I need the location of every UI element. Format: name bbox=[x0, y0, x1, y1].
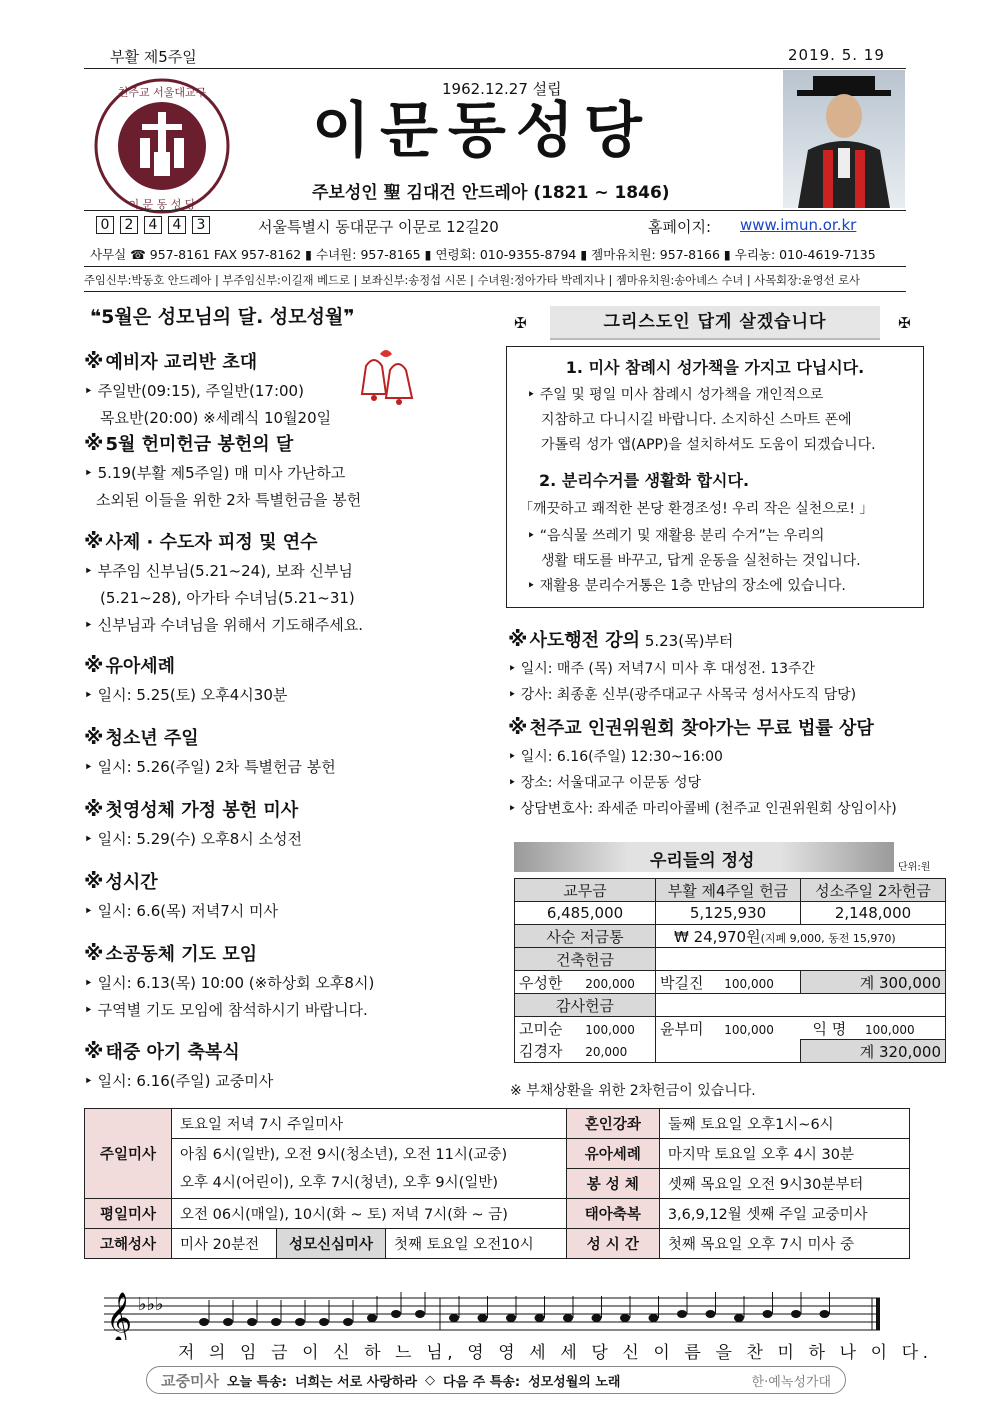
music-note bbox=[343, 1318, 353, 1326]
donor-name: 고미순 bbox=[519, 1019, 563, 1038]
cross-icon: ✠ bbox=[514, 314, 527, 332]
asterisk-icon: ※ bbox=[84, 1039, 104, 1063]
hymn-lyrics: 저 의 임 금 이 신 하 느 님, 영 영 세 세 당 신 이 름 을 찬 미 하 나 이 다. bbox=[178, 1343, 933, 1363]
postal-digit: 4 bbox=[144, 216, 162, 234]
holy-hour-time: 첫째 목요일 오후 7시 미사 중 bbox=[659, 1229, 909, 1259]
sunday-mass-times bbox=[172, 1139, 567, 1199]
music-note bbox=[271, 1318, 281, 1326]
section-title bbox=[84, 1038, 414, 1064]
issue-date: 2019. 5. 19 bbox=[788, 46, 885, 64]
music-note bbox=[820, 1310, 830, 1318]
asterisk-icon: ※ bbox=[84, 529, 104, 553]
home-communion-label: 봉 성 체 bbox=[566, 1169, 659, 1199]
coin-detail: (지폐 9,000, 동전 15,970) bbox=[760, 931, 896, 945]
thanks-label: 감사헌금 bbox=[515, 994, 656, 1017]
sunday-mass-am: 아침 6시(일반), 오전 9시(청소년), 오전 11시(교중) bbox=[180, 1146, 508, 1163]
sunday-mass-label: 주일미사 bbox=[85, 1109, 172, 1199]
marriage-time: 둘째 토요일 오후1시~6시 bbox=[659, 1109, 909, 1139]
section-line: ‣ 일시: 매주 (목) 저녁7시 미사 후 대성전. 13주간 bbox=[508, 661, 816, 677]
music-note bbox=[535, 1314, 545, 1322]
contact-line: 사무실 ☎ 957-8161 FAX 957-8162 ▮ 수녀원: 957-8165 ▮ 연령회: 010-9355-8794 ▮ 젬마유치원: 957-8166 ▮ 우리농: 010-4619-7135 bbox=[90, 247, 876, 262]
asterisk-icon: ※ bbox=[84, 869, 104, 893]
building-entry bbox=[515, 971, 656, 994]
section-retreat bbox=[84, 528, 414, 652]
marian-mass-label: 성모신심미사 bbox=[277, 1229, 386, 1259]
postal-code bbox=[96, 216, 210, 234]
section-line: ‣ 부주임 신부님(5.21~24), 보좌 신부님 bbox=[84, 562, 353, 580]
patron-saint: 주보성인 聖 김대건 안드레아 (1821 ~ 1846) bbox=[312, 183, 670, 203]
today-label: 오늘 특송: bbox=[226, 1374, 287, 1390]
section-title-text: 천주교 인권위원회 찾아가는 무료 법률 상담 bbox=[529, 718, 874, 739]
confession-label: 고해성사 bbox=[85, 1229, 172, 1259]
infant-baptism-time: 마지막 토요일 오후 4시 30분 bbox=[659, 1139, 909, 1169]
offering-value: 2,148,000 bbox=[801, 902, 946, 925]
section-line: ‣ 구역별 기도 모임에 참석하시기 바랍니다. bbox=[84, 1001, 368, 1019]
offering-note: ※ 부채상환을 위한 2차헌금이 있습니다. bbox=[510, 1083, 756, 1099]
asterisk-icon: ※ bbox=[84, 653, 104, 677]
music-note bbox=[478, 1314, 488, 1322]
music-note bbox=[763, 1310, 773, 1318]
section-line: 소외된 이들을 위한 2차 특별헌금을 봉헌 bbox=[96, 491, 362, 509]
music-note bbox=[415, 1310, 425, 1318]
section-title-text: 첫영성체 가정 봉헌 미사 bbox=[105, 800, 299, 821]
section-line: ‣ 5.19(부활 제5주일) 매 미사 가난하고 bbox=[84, 464, 346, 482]
header-rule bbox=[84, 68, 906, 69]
donor-name: 박길진 bbox=[660, 973, 704, 992]
thanks-entry bbox=[656, 1017, 801, 1040]
section-acts-lecture bbox=[508, 626, 928, 714]
founded-date: 1962.12.27 설립 bbox=[442, 80, 562, 98]
svg-text:이 문 동 성 당: 이 문 동 성 당 bbox=[128, 198, 196, 211]
staff-rule bbox=[84, 291, 906, 292]
address: 서울특별시 동대문구 이문로 12길20 bbox=[258, 218, 499, 236]
section-line: ‣ 장소: 서울대교구 이문동 성당 bbox=[508, 775, 702, 791]
section-title bbox=[84, 652, 414, 678]
section-title bbox=[84, 868, 414, 894]
music-note bbox=[620, 1314, 630, 1322]
music-note bbox=[319, 1318, 329, 1326]
sunday-mass-pm: 오후 4시(어린이), 오후 7시(청년), 오후 9시(일반) bbox=[180, 1174, 498, 1191]
section-small-community bbox=[84, 940, 414, 1038]
marriage-label: 혼인강좌 bbox=[566, 1109, 659, 1139]
donor-name: 윤부미 bbox=[660, 1019, 704, 1038]
coin-label: 사순 저금통 bbox=[515, 925, 656, 948]
thanks-entry bbox=[801, 1017, 946, 1040]
section-title bbox=[508, 714, 928, 740]
fetus-blessing-label: 태아축복 bbox=[566, 1199, 659, 1229]
offering-table bbox=[514, 878, 946, 1063]
section-title-text: 예비자 교리반 초대 bbox=[105, 352, 258, 373]
asterisk-icon: ※ bbox=[84, 941, 104, 965]
section-holy-hour bbox=[84, 868, 414, 940]
offering-value: 6,485,000 bbox=[515, 902, 656, 925]
staff-line: 주임신부:박동호 안드레아 | 부주임신부:이길재 베드로 | 보좌신부:송정섭 시몬 | 수녀원:정아가타 박레지나 | 젬마유치원:송아녜스 수녀 | 사목회장:윤영선 로사 bbox=[84, 274, 860, 287]
offering-header: 성소주일 2차헌금 bbox=[801, 879, 946, 902]
asterisk-icon: ※ bbox=[84, 797, 104, 821]
blank-cell bbox=[656, 948, 946, 971]
footer-label: 교중미사 bbox=[161, 1371, 219, 1390]
blank-cell bbox=[656, 1040, 801, 1063]
donor-amount: 100,000 bbox=[865, 1022, 915, 1037]
coin-value: ₩ 24,970원 bbox=[674, 927, 761, 946]
coin-cell bbox=[656, 925, 946, 948]
thanks-entry bbox=[515, 1017, 656, 1040]
postal-digit: 2 bbox=[120, 216, 138, 234]
asterisk-icon: ※ bbox=[508, 627, 528, 651]
section-title-suffix: 5.23(목)부터 bbox=[640, 632, 734, 650]
donor-amount: 100,000 bbox=[724, 976, 774, 991]
homepage-link[interactable]: www.imun.or.kr bbox=[740, 216, 857, 234]
building-label: 건축헌금 bbox=[515, 948, 656, 971]
asterisk-icon: ※ bbox=[508, 715, 528, 739]
footer-bar bbox=[146, 1366, 846, 1394]
thanks-total: 계 320,000 bbox=[801, 1040, 946, 1063]
section-title bbox=[84, 348, 414, 374]
section-line: ‣ 일시: 6.16(주일) 교중미사 bbox=[84, 1072, 274, 1090]
music-note bbox=[706, 1310, 716, 1318]
donor-amount: 100,000 bbox=[724, 1022, 774, 1037]
cross-icon: ✠ bbox=[898, 314, 911, 332]
saint-portrait bbox=[783, 70, 905, 208]
right-sections bbox=[508, 626, 928, 824]
section-line: ‣ 일시: 5.25(토) 오후4시30분 bbox=[84, 686, 288, 704]
section-title-text: 유아세례 bbox=[105, 656, 176, 677]
item2-line: ‣ 재활용 분리수거통은 1층 만남의 장소에 있습니다. bbox=[527, 578, 846, 594]
section-catechumen bbox=[84, 348, 414, 430]
left-column bbox=[84, 348, 414, 1098]
svg-text:♭♭♭: ♭♭♭ bbox=[138, 1294, 164, 1315]
section-title-text: 사도행전 강의 bbox=[529, 630, 641, 651]
music-note bbox=[677, 1310, 687, 1318]
month-title: ❝5월은 성모님의 달. 성모성월❞ bbox=[90, 306, 355, 328]
music-note bbox=[449, 1314, 459, 1322]
section-title-text: 태중 아기 축복식 bbox=[105, 1042, 240, 1063]
item1-line: 지참하고 다니시길 바랍니다. 소지하신 스마트 폰에 bbox=[541, 412, 852, 428]
christian-box bbox=[506, 346, 924, 608]
music-note bbox=[649, 1314, 659, 1322]
address-rule bbox=[84, 210, 906, 211]
music-note bbox=[592, 1314, 602, 1322]
music-note bbox=[391, 1310, 401, 1318]
schedule-table bbox=[84, 1108, 910, 1259]
music-note bbox=[247, 1318, 257, 1326]
footer-separator: ◇ bbox=[425, 1372, 436, 1388]
asterisk-icon: ※ bbox=[84, 431, 104, 455]
postal-digit: 3 bbox=[192, 216, 210, 234]
offering-value: 5,125,930 bbox=[656, 902, 801, 925]
item2-line: 생활 태도를 바꾸고, 답게 운동을 실천하는 것입니다. bbox=[541, 553, 861, 569]
svg-text:천주교 서울대교구: 천주교 서울대교구 bbox=[117, 86, 207, 99]
next-label: 다음 주 특송: bbox=[443, 1374, 521, 1390]
holy-hour-label: 성 시 간 bbox=[566, 1229, 659, 1259]
asterisk-icon: ※ bbox=[84, 725, 104, 749]
section-line: ‣ 상담변호사: 좌세준 마리아콜베 (천주교 인권위원회 상임이사) bbox=[508, 801, 897, 817]
section-fetus-blessing bbox=[84, 1038, 414, 1098]
next-hymn: 성모성월의 노래 bbox=[528, 1374, 621, 1390]
choir-name: 한·예녹성가대 bbox=[751, 1374, 831, 1390]
item1-line: 가톨릭 성가 앱(APP)을 설치하셔도 도움이 되겠습니다. bbox=[541, 437, 876, 453]
parish-logo bbox=[92, 76, 232, 216]
offering-header: 부활 제4주일 헌금 bbox=[656, 879, 801, 902]
section-line: ‣ 강사: 최종훈 신부(광주대교구 사목국 성서사도직 담당) bbox=[508, 687, 857, 703]
infant-baptism-label: 유아세례 bbox=[566, 1139, 659, 1169]
item2-line: ‣ “음식물 쓰레기 및 재활용 분리 수거”는 우리의 bbox=[527, 528, 825, 544]
section-title-text: 소공동체 기도 모임 bbox=[105, 944, 258, 965]
donor-amount: 200,000 bbox=[585, 976, 635, 991]
section-title bbox=[84, 940, 414, 966]
confession-time: 미사 20분전 bbox=[172, 1229, 277, 1259]
building-entry bbox=[656, 971, 801, 994]
section-line: ‣ 신부님과 수녀님을 위해서 기도해주세요. bbox=[84, 616, 364, 634]
asterisk-icon: ※ bbox=[84, 349, 104, 373]
item1-line: ‣ 주일 및 평일 미사 참례시 성가책을 개인적으로 bbox=[527, 387, 824, 403]
section-offering-month bbox=[84, 430, 414, 528]
donor-amount: 100,000 bbox=[585, 1022, 635, 1037]
christian-box-title: 그리스도인 답게 살겠습니다 bbox=[550, 306, 880, 340]
svg-text:𝄞: 𝄞 bbox=[106, 1292, 133, 1340]
section-youth-sunday bbox=[84, 724, 414, 796]
music-note bbox=[199, 1318, 209, 1326]
section-infant-baptism bbox=[84, 652, 414, 724]
donor-name: 익 명 bbox=[812, 1019, 847, 1038]
postal-digit: 0 bbox=[96, 216, 114, 234]
fetus-blessing-time: 3,6,9,12월 셋째 주일 교중미사 bbox=[659, 1199, 909, 1229]
section-line: ‣ 주일반(09:15), 주일반(17:00) bbox=[84, 382, 304, 400]
thanks-entry bbox=[515, 1040, 656, 1063]
section-line: 목요반(20:00) ※세례식 10월20일 bbox=[100, 409, 332, 427]
donor-name: 김경자 bbox=[519, 1042, 563, 1061]
section-line: ‣ 일시: 6.16(주일) 12:30~16:00 bbox=[508, 749, 723, 765]
section-title-text: 5월 헌미헌금 봉헌의 달 bbox=[105, 434, 294, 455]
donor-name: 우성한 bbox=[519, 973, 563, 992]
section-title-text: 사제 · 수도자 피정 및 연수 bbox=[105, 532, 318, 553]
home-communion-time: 셋째 목요일 오전 9시30분부터 bbox=[659, 1169, 909, 1199]
music-note bbox=[295, 1318, 305, 1326]
music-note bbox=[734, 1314, 744, 1322]
music-note bbox=[367, 1314, 377, 1322]
music-note bbox=[223, 1318, 233, 1326]
section-line: ‣ 일시: 6.6(목) 저녁7시 미사 bbox=[84, 902, 278, 920]
section-line: ‣ 일시: 5.26(주일) 2차 특별헌금 봉헌 bbox=[84, 758, 336, 776]
postal-digit: 4 bbox=[168, 216, 186, 234]
weekday-mass-label: 평일미사 bbox=[85, 1199, 172, 1229]
music-staff bbox=[104, 1290, 884, 1340]
offering-title: 우리들의 정성 bbox=[650, 851, 755, 871]
section-first-communion bbox=[84, 796, 414, 868]
section-title bbox=[84, 724, 414, 750]
section-line: (5.21~28), 아가타 수녀님(5.21~31) bbox=[100, 589, 355, 607]
section-title bbox=[84, 528, 414, 554]
offering-header: 교무금 bbox=[515, 879, 656, 902]
contact-rule bbox=[84, 266, 906, 267]
parish-title: 이문동성당 bbox=[312, 96, 652, 166]
sunday-mass-sat: 토요일 저녁 7시 주일미사 bbox=[172, 1109, 567, 1139]
section-line: ‣ 일시: 6.13(목) 10:00 (※하상회 오후8시) bbox=[84, 974, 375, 992]
week-label: 부활 제5주일 bbox=[110, 48, 197, 66]
section-title-text: 청소년 주일 bbox=[105, 728, 199, 749]
blank-cell bbox=[656, 994, 946, 1017]
marian-mass-time: 첫째 토요일 오전10시 bbox=[386, 1229, 567, 1259]
donor-amount: 20,000 bbox=[585, 1045, 628, 1060]
section-title bbox=[508, 626, 928, 652]
music-note bbox=[506, 1314, 516, 1322]
music-note bbox=[563, 1314, 573, 1322]
section-line: ‣ 일시: 5.29(수) 오후8시 소성전 bbox=[84, 830, 303, 848]
homepage-label: 홈페이지: bbox=[648, 218, 712, 236]
building-total: 계 300,000 bbox=[801, 971, 946, 994]
section-title bbox=[84, 430, 414, 456]
weekday-mass-time: 오전 06시(매일), 10시(화 ~ 토) 저녁 7시(화 ~ 금) bbox=[172, 1199, 567, 1229]
music-note bbox=[791, 1310, 801, 1318]
item2-title: 2. 분리수거를 생활화 합시다. bbox=[539, 471, 750, 490]
section-title-text: 성시간 bbox=[105, 872, 158, 893]
offering-unit: 단위:원 bbox=[898, 862, 931, 873]
section-title bbox=[84, 796, 414, 822]
section-legal-consult bbox=[508, 714, 928, 824]
item1-title: 1. 미사 참례시 성가책을 가지고 다닙시다. bbox=[565, 358, 865, 377]
today-hymn: 너희는 서로 사랑하라 bbox=[294, 1374, 418, 1390]
item2-quote: 「깨끗하고 쾌적한 본당 환경조성! 우리 작은 실천으로! 」 bbox=[519, 501, 874, 517]
